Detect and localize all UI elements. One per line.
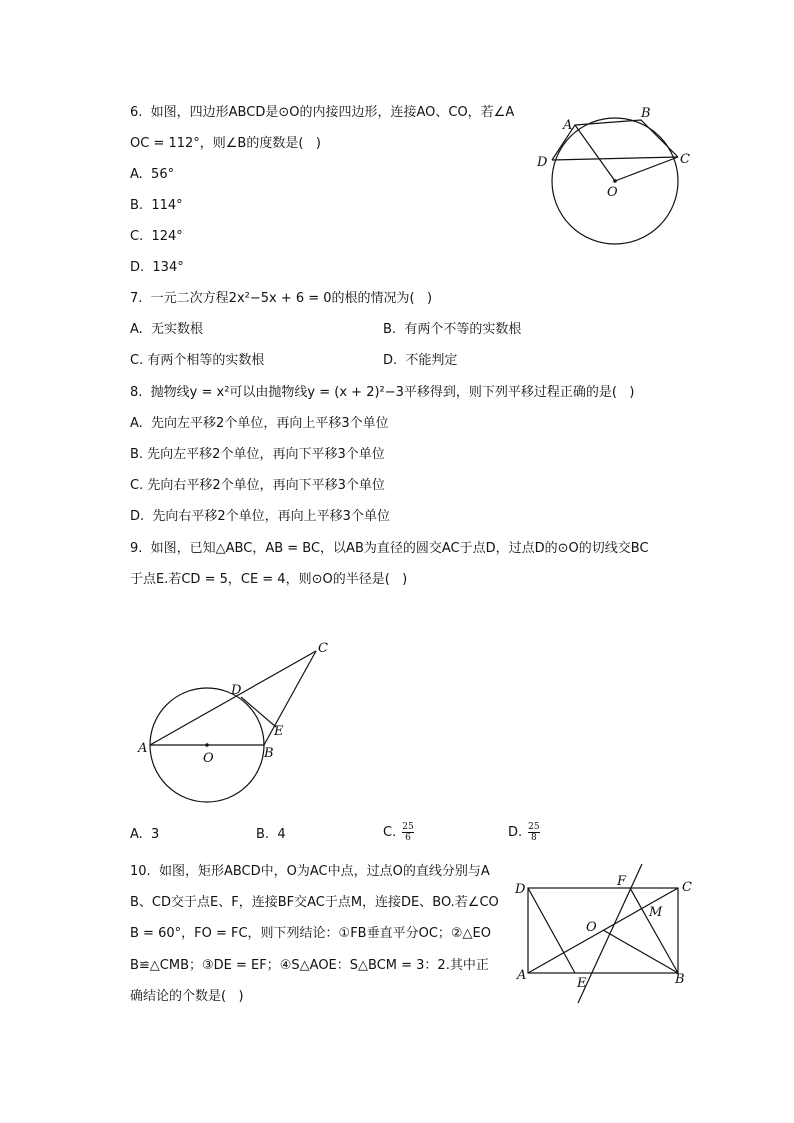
- q9-option-c-fraction: $\frac{25}{6}$: [402, 822, 414, 843]
- q10-stem-line5: 确结论的个数是( ): [130, 989, 244, 1004]
- q6-option-a: A. 56°: [130, 167, 175, 182]
- q9-option-c: C. $\frac{25}{6}$: [383, 822, 414, 843]
- q6-stem-line2: OC = 112°，则∠B的度数是( ): [130, 136, 321, 151]
- q10-label-c: C: [682, 880, 692, 895]
- q7-option-b: B. 有两个不等的实数根: [383, 322, 522, 337]
- q8-stem: 8. 抛物线y = x²可以由抛物线y = (x + 2)²−3平移得到，则下列平移过程正确的是( ): [130, 385, 635, 400]
- q9-stem-line2: 于点E.若CD = 5，CE = 4，则⊙O的半径是( ): [130, 572, 408, 587]
- q7-option-d: D. 不能判定: [383, 353, 458, 368]
- q6-stem-line1: 6. 如图，四边形ABCD是⊙O的内接四边形，连接AO、CO，若∠A: [130, 105, 515, 120]
- q10-stem-line4: B≌△CMB；③DE = EF；④S△AOE：S△BCM = 3：2.其中正: [130, 958, 489, 973]
- q7-option-c: C. 有两个相等的实数根: [130, 353, 265, 368]
- q6-figure-circle-quadrilateral: [530, 100, 700, 250]
- q9-label-d: D: [231, 683, 242, 698]
- q6-label-b: B: [641, 106, 651, 121]
- q9-option-a: A. 3: [130, 827, 160, 842]
- q9-stem-line1: 9. 如图，已知△ABC，AB = BC，以AB为直径的圆交AC于点D，过点D的⊙O的切线交BC: [130, 541, 649, 556]
- q10-label-e: E: [577, 976, 587, 991]
- q10-label-o: O: [586, 920, 597, 935]
- q10-label-a: A: [517, 968, 527, 983]
- q7-stem: 7. 一元二次方程2x²−5x + 6 = 0的根的情况为( ): [130, 291, 433, 306]
- q7-option-a: A. 无实数根: [130, 322, 204, 337]
- q10-figure-rectangle: [512, 860, 702, 1008]
- q9-option-b: B. 4: [256, 827, 286, 842]
- q9-figure-circle-triangle: [134, 636, 334, 808]
- q10-label-m: M: [649, 905, 663, 920]
- q6-label-o: O: [607, 185, 618, 200]
- q9-label-e: E: [274, 724, 284, 739]
- q6-option-c: C. 124°: [130, 229, 183, 244]
- q10-label-d: D: [515, 882, 526, 897]
- q8-option-c: C. 先向右平移2个单位，再向下平移3个单位: [130, 478, 385, 493]
- q8-option-b: B. 先向左平移2个单位，再向下平移3个单位: [130, 447, 385, 462]
- q6-label-a: A: [563, 118, 573, 133]
- q10-label-b: B: [675, 972, 685, 987]
- q9-option-d-fraction: $\frac{25}{8}$: [528, 822, 540, 843]
- q10-stem-line2: B、CD交于点E、F，连接BF交AC于点M，连接DE、BO.若∠CO: [130, 895, 499, 910]
- q9-label-b: B: [264, 746, 274, 761]
- q8-option-d: D. 先向右平移2个单位，再向上平移3个单位: [130, 509, 390, 524]
- q6-option-b: B. 114°: [130, 198, 183, 213]
- q8-option-a: A. 先向左平移2个单位，再向上平移3个单位: [130, 416, 389, 431]
- q10-label-f: F: [617, 874, 627, 889]
- q9-label-c: C: [318, 641, 328, 656]
- q6-label-d: D: [537, 155, 548, 170]
- q6-label-c: C: [680, 152, 690, 167]
- q9-label-o: O: [203, 751, 214, 766]
- q9-option-d: D. $\frac{25}{8}$: [508, 822, 540, 843]
- q10-stem-line1: 10. 如图，矩形ABCD中，O为AC中点，过点O的直线分别与A: [130, 864, 490, 879]
- q6-option-d: D. 134°: [130, 260, 184, 275]
- q9-label-a: A: [138, 741, 148, 756]
- q10-stem-line3: B = 60°，FO = FC，则下列结论：①FB垂直平分OC；②△EO: [130, 926, 491, 941]
